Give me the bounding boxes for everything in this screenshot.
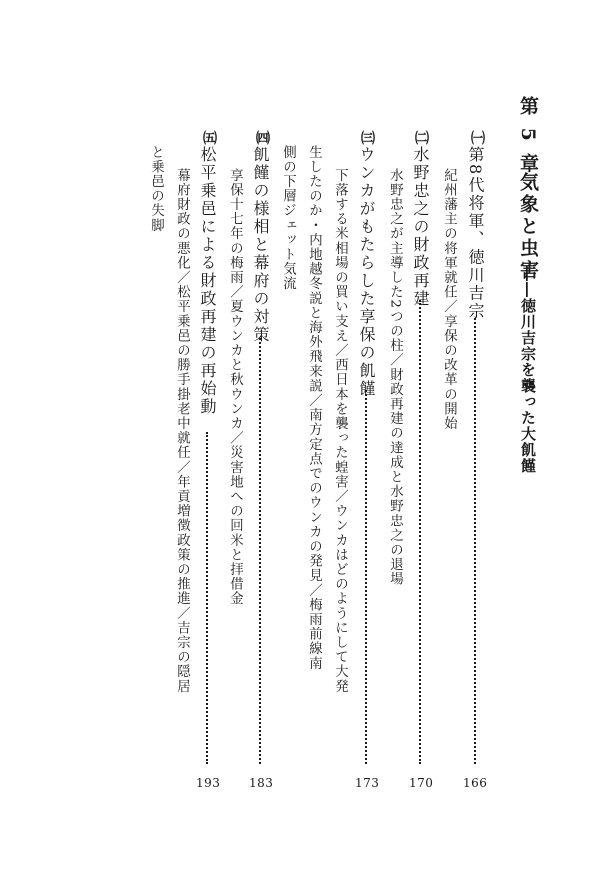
section-title-4[interactable]: 飢饉の様相と幕府の対策 [251, 146, 270, 344]
section-detail-3-line-2: 生したのか・内地越冬説と海外飛来説／南方定点でのウンカの発見／梅雨前線南 [306, 145, 322, 671]
chapter-title: 気象と虫害 [517, 172, 539, 282]
section-detail-2-line-1: 水野忠之が主導した2つの柱／財政再建の達成と水野忠之の退場 [387, 168, 403, 587]
section-detail-3-line-1: 下落する米相場の買い支え／西日本を襲った蝗害／ウンカはどのようにして大発 [332, 168, 348, 694]
section-detail-5-line-2: と乗邑の失脚 [148, 145, 164, 233]
chapter-subtitle: ――徳川吉宗を襲った大飢饉 [519, 266, 537, 474]
section-number-4: ㈣ [256, 131, 270, 147]
section-number-1: ㈠ [471, 131, 485, 147]
section-title-1[interactable]: 第8代将軍、徳川吉宗 [466, 146, 485, 321]
dot-leader-5 [206, 432, 208, 764]
section-detail-1-line-1: 紀州藩主の将軍就任／享保の改革の開始 [441, 168, 457, 431]
section-number-2: ㈡ [415, 131, 429, 147]
page-number-4: 183 [249, 776, 274, 790]
section-title-2[interactable]: 水野忠之の財政再建 [411, 146, 430, 308]
section-detail-3-line-3: 側の下層ジェット気流 [280, 145, 296, 291]
page-number-2: 170 [409, 776, 434, 790]
chapter-label: 第 5 章 [517, 96, 539, 176]
dot-leader-1 [474, 318, 476, 764]
section-detail-5-line-1: 幕府財政の悪化／松平乗邑の勝手掛老中就任／年貢増徴政策の推進／吉宗の隠居 [174, 168, 190, 694]
dot-leader-2 [419, 300, 421, 764]
page-number-5: 193 [196, 776, 221, 790]
page-number-1: 166 [463, 776, 488, 790]
dot-leader-4 [259, 338, 261, 764]
section-number-5: ㈤ [203, 131, 217, 147]
section-detail-4-line-1: 享保十七年の梅雨／夏ウンカと秋ウンカ／災害地への回米と拝借金 [227, 168, 243, 606]
section-title-5[interactable]: 松平乗邑による財政再建の再始動 [198, 146, 217, 416]
section-title-3[interactable]: ウンカがもたらした享保の飢饉 [357, 146, 376, 398]
section-number-3: ㈢ [361, 131, 375, 147]
page-number-3: 173 [355, 776, 380, 790]
dot-leader-3 [365, 390, 367, 764]
